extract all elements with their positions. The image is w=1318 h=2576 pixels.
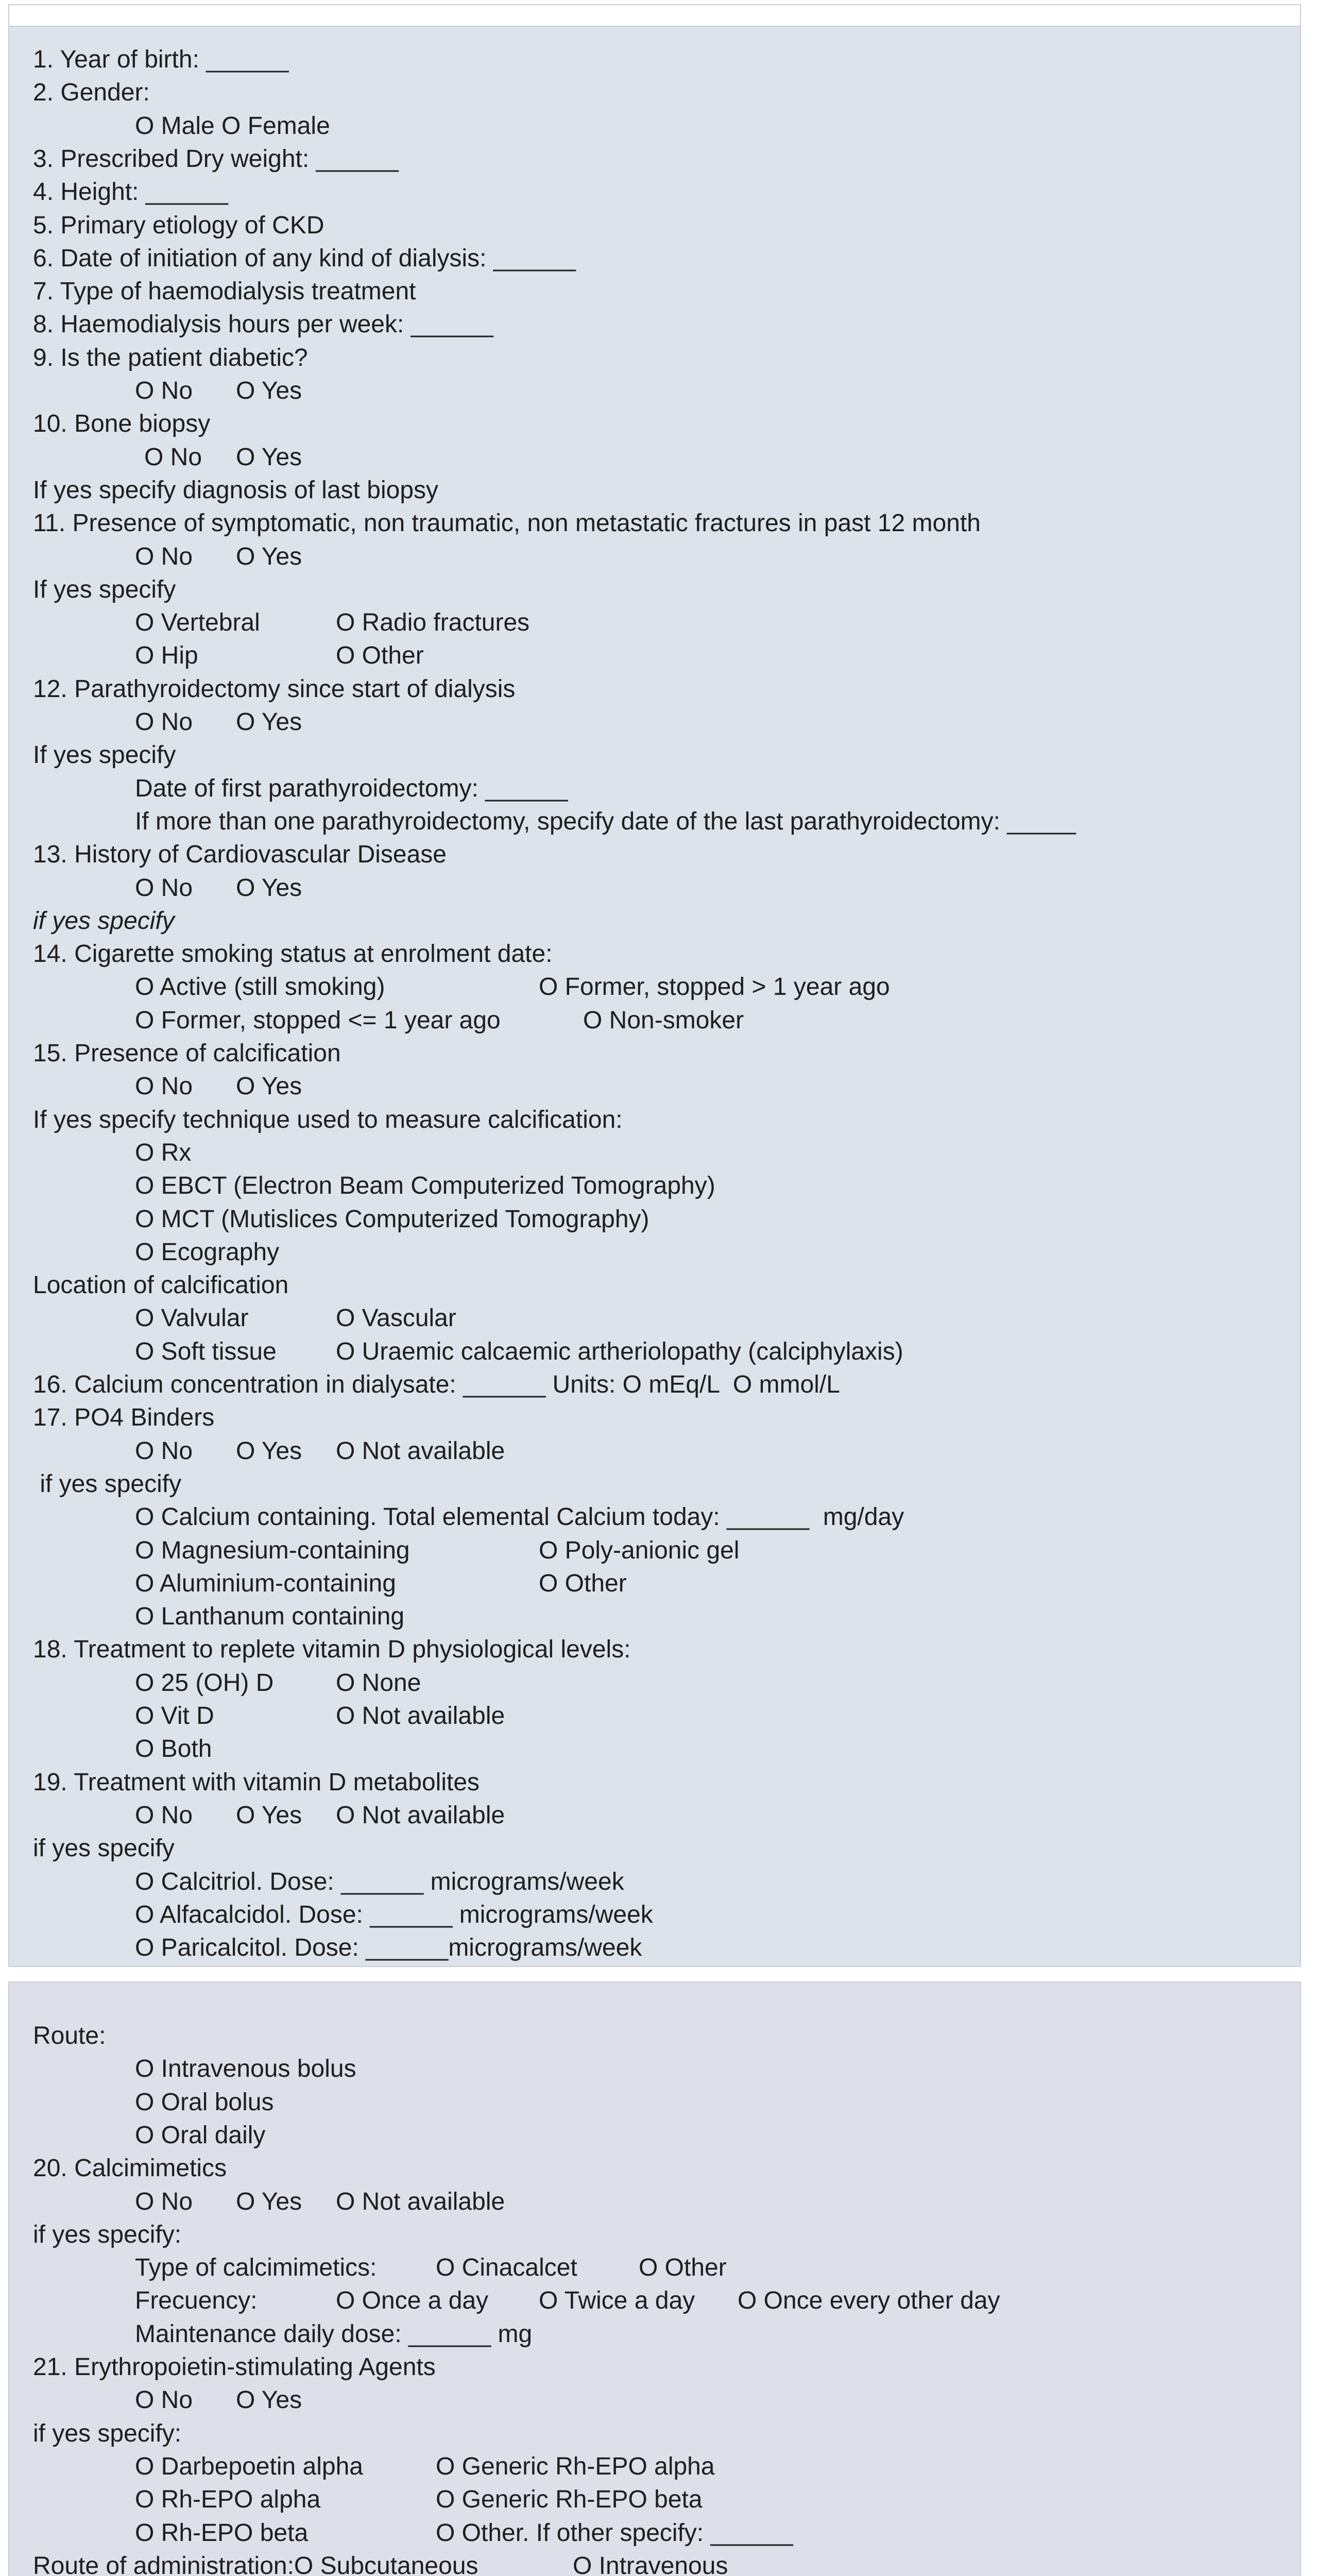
- radio-option[interactable]: O Alfacalcidol. Dose: ______ micrograms/week: [135, 1901, 653, 1928]
- radio-option[interactable]: O Radio fractures: [336, 609, 530, 637]
- form-text: If more than one parathyroidectomy, specify date of the last parathyroidectomy: _____: [135, 807, 1076, 835]
- radio-option[interactable]: O Once every other day: [738, 2287, 1000, 2315]
- radio-option[interactable]: O Not available: [336, 2188, 505, 2215]
- radio-option[interactable]: O Once a day: [336, 2287, 489, 2315]
- form-text: 9. Is the patient diabetic?: [33, 344, 308, 371]
- form-text: 18. Treatment to replete vitamin D physiological levels:: [33, 1636, 631, 1664]
- form-text: Frecuency:: [135, 2287, 258, 2315]
- form-text: 11. Presence of symptomatic, non traumatic, non metastatic fractures in past 12 month: [33, 510, 981, 537]
- radio-option[interactable]: O Magnesium-containing: [135, 1536, 410, 1564]
- radio-option[interactable]: O Non-smoker: [583, 1006, 744, 1034]
- form-text: 4. Height: ______: [33, 178, 228, 206]
- page-top-border: [8, 4, 1301, 26]
- form-text: 12. Parathyroidectomy since start of dialysis: [33, 675, 516, 703]
- radio-option[interactable]: O Oral bolus: [135, 2088, 274, 2116]
- form-text: 16. Calcium concentration in dialysate: ______ Units: O mEq/L O mmol/L: [33, 1371, 840, 1398]
- radio-option[interactable]: O Not available: [336, 1437, 505, 1465]
- form-text: if yes specify:: [33, 2221, 182, 2248]
- form-text: 14. Cigarette smoking status at enrolment date:: [33, 940, 553, 968]
- radio-option[interactable]: O Yes: [236, 874, 302, 902]
- radio-option[interactable]: O No: [135, 1437, 193, 1465]
- form-text: Route:: [33, 2022, 106, 2049]
- radio-option[interactable]: O Yes: [236, 2386, 302, 2414]
- form-text: 8. Haemodialysis hours per week: ______: [33, 311, 493, 338]
- radio-option[interactable]: O Both: [135, 1735, 212, 1763]
- form-text: Maintenance daily dose: ______ mg: [135, 2320, 533, 2348]
- radio-option[interactable]: O Vertebral: [135, 609, 260, 637]
- form-text: if yes specify: [33, 1470, 182, 1498]
- radio-option[interactable]: O Rh-EPO alpha: [135, 2486, 321, 2514]
- radio-option[interactable]: O Other. If other specify: ______: [436, 2519, 793, 2547]
- radio-option[interactable]: O Ecography: [135, 1238, 280, 1266]
- radio-option[interactable]: O No: [135, 1801, 193, 1829]
- form-text: If yes specify technique used to measure calcification:: [33, 1106, 623, 1133]
- form-text: 2. Gender:: [33, 79, 150, 107]
- radio-option[interactable]: O No: [135, 708, 193, 736]
- radio-option[interactable]: O Calcitriol. Dose: ______ micrograms/week: [135, 1868, 624, 1895]
- radio-option[interactable]: O Other: [336, 642, 424, 670]
- form-text: 7. Type of haemodialysis treatment: [33, 278, 416, 306]
- radio-option[interactable]: O Vascular: [336, 1304, 456, 1332]
- form-text: If yes specify: [33, 575, 176, 603]
- radio-option[interactable]: O Generic Rh-EPO beta: [436, 2486, 703, 2514]
- form-text: if yes specify:: [33, 2419, 182, 2447]
- radio-option[interactable]: Route of administration:O Subcutaneous: [33, 2552, 478, 2576]
- form-panel-1: [8, 26, 1301, 1967]
- radio-option[interactable]: O Other: [539, 1569, 627, 1597]
- radio-option[interactable]: O Paricalcitol. Dose: ______micrograms/week: [135, 1934, 642, 1962]
- radio-option[interactable]: O Other: [639, 2254, 727, 2282]
- form-text: 6. Date of initiation of any kind of dialysis: ______: [33, 244, 576, 272]
- radio-option[interactable]: O Valvular: [135, 1304, 249, 1332]
- radio-option[interactable]: O Former, stopped > 1 year ago: [539, 973, 890, 1001]
- radio-option[interactable]: O Poly-anionic gel: [539, 1536, 740, 1564]
- radio-option[interactable]: O 25 (OH) D: [135, 1669, 274, 1697]
- radio-option[interactable]: O Active (still smoking): [135, 973, 385, 1001]
- form-text: 17. PO4 Binders: [33, 1404, 215, 1432]
- radio-option[interactable]: O Oral daily: [135, 2121, 266, 2149]
- radio-option[interactable]: O Yes: [236, 377, 302, 404]
- radio-option[interactable]: O Not available: [336, 1702, 505, 1730]
- form-text: if yes specify: [33, 1835, 175, 1862]
- radio-option[interactable]: O Yes: [236, 1801, 302, 1829]
- form-text: Date of first parathyroidectomy: ______: [135, 774, 568, 802]
- form-text: 1. Year of birth: ______: [33, 46, 289, 73]
- radio-option[interactable]: O Intravenous: [573, 2552, 728, 2576]
- form-text: 3. Prescribed Dry weight: ______: [33, 145, 399, 173]
- radio-option[interactable]: O Aluminium-containing: [135, 1569, 396, 1597]
- form-text: 20. Calcimimetics: [33, 2155, 227, 2182]
- radio-option[interactable]: O Darbepoetin alpha: [135, 2452, 363, 2480]
- radio-option[interactable]: O Rh-EPO beta: [135, 2519, 309, 2547]
- radio-option[interactable]: O No: [144, 443, 202, 471]
- radio-option[interactable]: O Former, stopped <= 1 year ago: [135, 1006, 501, 1034]
- radio-option[interactable]: O MCT (Mutislices Computerized Tomography): [135, 1205, 649, 1233]
- radio-option[interactable]: O None: [336, 1669, 421, 1697]
- radio-option[interactable]: O Male O Female: [135, 112, 330, 140]
- radio-option[interactable]: O Vit D: [135, 1702, 214, 1730]
- form-text: 15. Presence of calcification: [33, 1040, 341, 1067]
- radio-option[interactable]: O Yes: [236, 443, 302, 471]
- radio-option[interactable]: O Yes: [236, 1073, 302, 1100]
- radio-option[interactable]: O Twice a day: [539, 2287, 695, 2315]
- radio-option[interactable]: O Lanthanum containing: [135, 1603, 405, 1631]
- radio-option[interactable]: O Uraemic calcaemic artheriolopathy (calciphylaxis): [336, 1337, 903, 1365]
- radio-option[interactable]: O Intravenous bolus: [135, 2055, 356, 2083]
- radio-option[interactable]: O No: [135, 874, 193, 902]
- form-text: 19. Treatment with vitamin D metabolites: [33, 1768, 480, 1796]
- radio-option[interactable]: O Yes: [236, 708, 302, 736]
- radio-option[interactable]: O No: [135, 543, 193, 570]
- form-text: 13. History of Cardiovascular Disease: [33, 841, 447, 869]
- radio-option[interactable]: O No: [135, 1073, 193, 1100]
- radio-option[interactable]: O Yes: [236, 543, 302, 570]
- radio-option[interactable]: O No: [135, 2386, 193, 2414]
- form-text: 5. Primary etiology of CKD: [33, 211, 324, 239]
- form-text: if yes specify: [33, 907, 175, 935]
- radio-option[interactable]: O Yes: [236, 2188, 302, 2215]
- form-panel-2: [8, 1981, 1301, 2576]
- form-text: If yes specify: [33, 741, 176, 769]
- radio-option[interactable]: O Not available: [336, 1801, 505, 1829]
- radio-option[interactable]: O Yes: [236, 1437, 302, 1465]
- form-text: Type of calcimimetics:: [135, 2254, 377, 2282]
- radio-option[interactable]: O Cinacalcet: [436, 2254, 577, 2282]
- form-text: 10. Bone biopsy: [33, 410, 211, 438]
- form-text: If yes specify diagnosis of last biopsy: [33, 476, 439, 504]
- form-text: Location of calcification: [33, 1272, 289, 1299]
- radio-option[interactable]: O Rx: [135, 1139, 192, 1166]
- form-text: 21. Erythropoietin-stimulating Agents: [33, 2353, 436, 2381]
- radio-option[interactable]: O No: [135, 2188, 193, 2215]
- radio-option[interactable]: O Generic Rh-EPO alpha: [436, 2452, 715, 2480]
- radio-option[interactable]: O Soft tissue: [135, 1337, 277, 1365]
- radio-option[interactable]: O Calcium containing. Total elemental Calcium today: ______ mg/day: [135, 1503, 904, 1531]
- radio-option[interactable]: O Hip: [135, 642, 198, 670]
- radio-option[interactable]: O No: [135, 377, 193, 404]
- radio-option[interactable]: O EBCT (Electron Beam Computerized Tomography): [135, 1172, 715, 1200]
